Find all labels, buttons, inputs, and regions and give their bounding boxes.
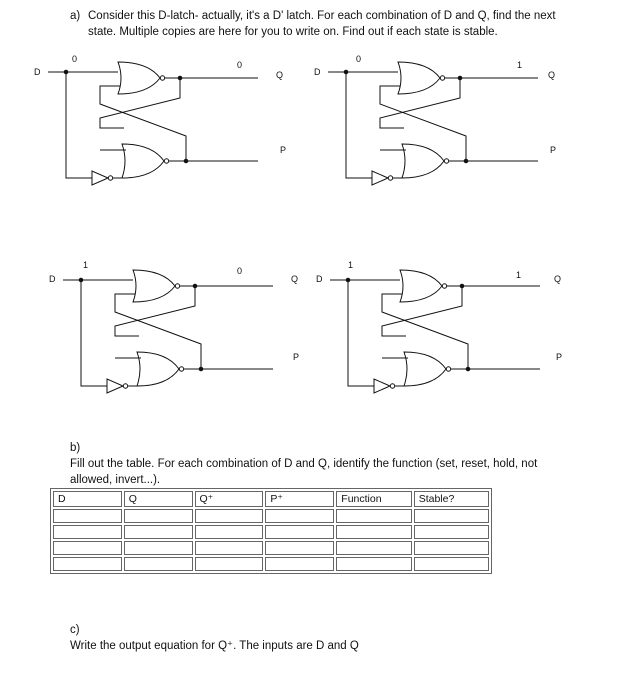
cell[interactable] [195,525,264,539]
cell[interactable] [414,509,489,523]
question-a-label: a) [70,10,81,22]
table-row [53,509,489,523]
d-label: D [34,67,41,77]
latch-circuit-2 [314,54,556,185]
q-label: Q [291,274,299,284]
header-function: Function [336,491,411,507]
header-p-plus: P⁺ [265,491,334,507]
cell[interactable] [265,557,334,571]
cell[interactable] [195,557,264,571]
header-d: D [53,491,122,507]
d-label: D [314,67,321,77]
cell[interactable] [53,557,122,571]
cell[interactable] [336,509,411,523]
q-value: 1 [516,270,522,280]
cell[interactable] [124,525,193,539]
cell[interactable] [265,541,334,555]
cell[interactable] [53,525,122,539]
p-label: P [550,145,557,155]
cell[interactable] [53,541,122,555]
latch-circuit-1 [34,54,286,185]
question-a-text: Consider this D-latch- actually, it's a D' latch. For each combination of D and Q, find the next state. Multiple copies are here for you to write on. Find out if each state is stable. [88,10,556,38]
q-label: Q [548,70,556,80]
q-value: 0 [237,60,243,70]
cell[interactable] [124,557,193,571]
table-header-row [53,491,489,507]
cell[interactable] [336,541,411,555]
d-label: D [316,274,323,284]
q-label: Q [554,274,562,284]
table-row [53,525,489,539]
d-value: 0 [72,54,78,64]
latch-circuit-4 [316,260,562,393]
question-c-text: Write the output equation for Q⁺. The inputs are D and Q [70,640,359,652]
d-value: 1 [83,260,89,270]
d-value: 0 [356,54,362,64]
cell[interactable] [195,541,264,555]
question-c [70,622,550,654]
table-row [53,557,489,571]
q-value: 0 [237,266,243,276]
p-label: P [556,352,563,362]
cell[interactable] [414,541,489,555]
question-c-label: c) [70,624,80,636]
p-label: P [280,145,287,155]
q-value: 1 [517,60,523,70]
cell[interactable] [265,509,334,523]
q-label: Q [276,70,284,80]
question-b-label: b) [70,442,81,454]
cell[interactable] [124,541,193,555]
question-b [70,440,550,488]
header-q: Q [124,491,193,507]
cell[interactable] [336,525,411,539]
cell[interactable] [124,509,193,523]
header-q-plus: Q⁺ [195,491,264,507]
latch-circuit-3 [49,260,299,393]
d-label: D [49,274,56,284]
d-value: 1 [348,260,354,270]
cell[interactable] [414,525,489,539]
cell[interactable] [414,557,489,571]
p-label: P [293,352,300,362]
table-row [53,541,489,555]
cell[interactable] [195,509,264,523]
question-b-text: Fill out the table. For each combination of D and Q, identify the function (set, reset, hold, not allowed, invert...). [70,458,538,486]
header-stable: Stable? [414,491,489,507]
cell[interactable] [265,525,334,539]
cell[interactable] [53,509,122,523]
cell[interactable] [336,557,411,571]
truth-table [50,488,492,574]
